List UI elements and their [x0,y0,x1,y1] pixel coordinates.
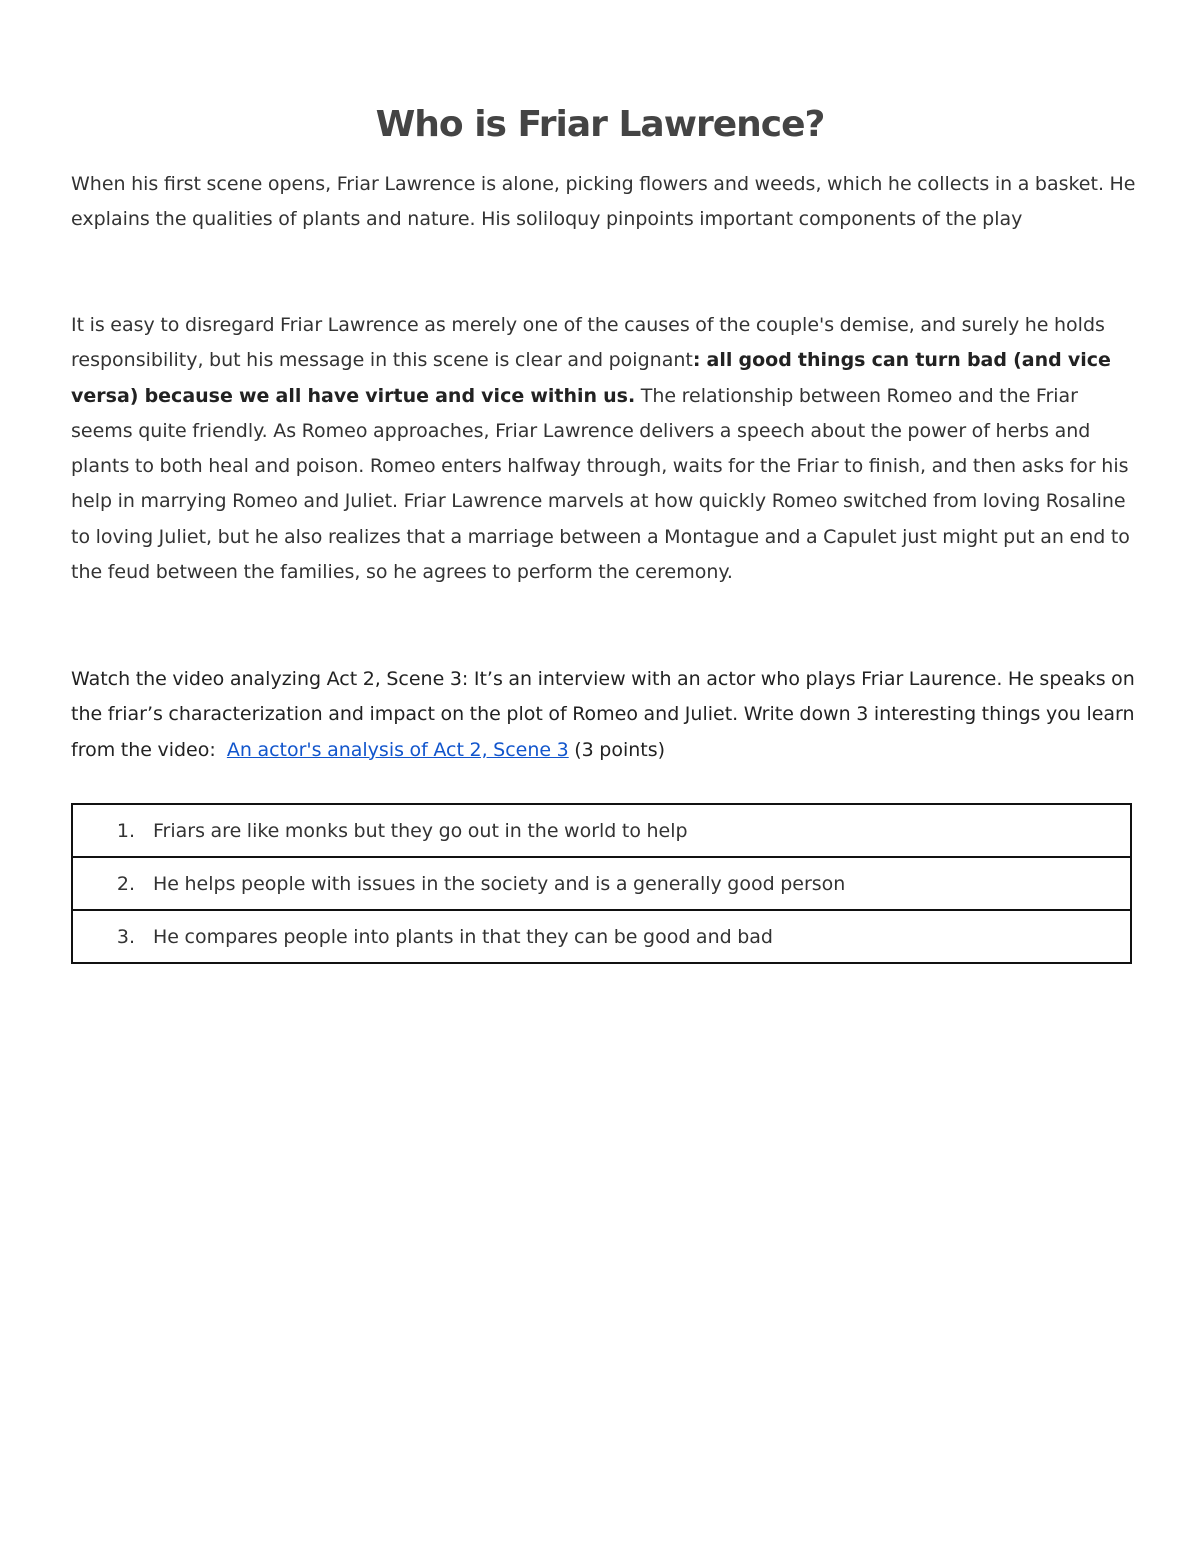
analysis-text-end: The relationship between Romeo and the Friar seems quite friendly. As Romeo approaches, Friar Lawrence delivers a speech about the power of herbs and plants to both heal and poison. Romeo enters halfway through, waits for the Friar to finish, and then asks for his help in marrying Romeo and Juliet. Friar Lawrence marvels at how quickly Romeo switched from loving Rosaline to loving Juliet, but he also realizes that a marriage between a Montague and a Capulet just might put an end to the feud between the families, so he agrees to perform the ceremony. [71,384,1130,584]
answer-number: 2. [116,872,135,895]
page-title: Who is Friar Lawrence? [375,104,825,145]
answer-row-1 [73,805,1130,858]
analysis-text-start: It is easy to disregard Friar Lawrence as merely one of the causes of the couple's demise, and surely he holds responsibility, but his message in this scene is clear and poignant [71,314,1105,372]
video-instructions-paragraph [71,662,1141,768]
analysis-paragraph [71,308,1141,590]
answer-number: 3. [116,925,135,948]
answers-table [71,803,1132,964]
video-link[interactable]: An actor's analysis of Act 2, Scene 3 [226,738,569,761]
points-text: (3 points) [568,738,666,761]
video-instructions-text: Watch the video analyzing Act 2, Scene 3: It’s an interview with an actor who plays Friar Laurence. He speaks on the friar’s characterization and impact on the plot of Romeo and Juliet. Write down 3 interesting things you learn from the video: [71,668,1141,761]
answer-text[interactable]: He compares people into plants in that they can be good and bad [153,925,773,948]
answer-row-3 [73,911,1130,962]
answer-text[interactable]: He helps people with issues in the society and is a generally good person [153,872,846,895]
answer-number: 1. [116,819,135,842]
answer-row-2 [73,858,1130,911]
analysis-bold-message: : all good things can turn bad (and vice versa) because we all have virtue and vice within us. [71,349,1111,407]
answer-text[interactable]: Friars are like monks but they go out in the world to help [153,819,688,842]
intro-paragraph: When his first scene opens, Friar Lawrence is alone, picking flowers and weeds, which he collects in a basket. He explains the qualities of plants and nature. His soliloquy pinpoints important components of the play [71,173,1136,231]
